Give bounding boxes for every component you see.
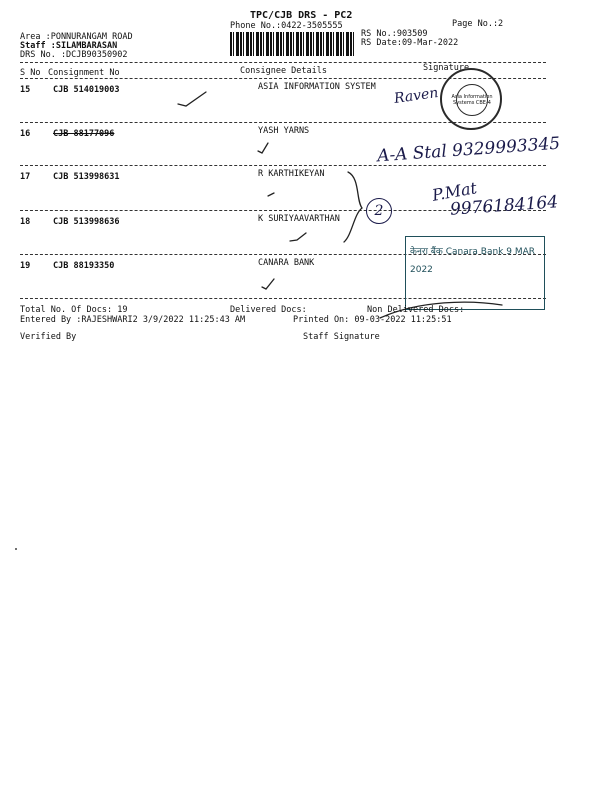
bank-seal-stamp — [405, 236, 545, 310]
total-docs: Total No. Of Docs: 19 — [20, 305, 128, 315]
row-consignee: ASIA INFORMATION SYSTEM — [258, 82, 376, 92]
page-number: Page No.:2 — [452, 19, 504, 29]
row-sno: 16 — [20, 129, 31, 139]
staff-signature: Staff Signature — [303, 332, 380, 342]
delivered-docs: Delivered Docs: — [230, 305, 307, 315]
tick-mark — [262, 279, 274, 289]
circled-number: 2 — [366, 198, 392, 224]
document-title: TPC/CJB DRS - PC2 — [250, 10, 353, 21]
row-consignment: CJB 514019003 — [53, 85, 120, 95]
col-sno: S No — [20, 68, 41, 78]
handwritten-note-row16: A-A Stal 9329993345 — [376, 133, 561, 167]
tick-mark — [258, 143, 268, 153]
row-consignee: CANARA BANK — [258, 258, 315, 268]
row-consignment: CJB 88177096 — [53, 129, 115, 139]
col-consignment: Consignment No — [48, 68, 120, 78]
col-consignee: Consignee Details — [240, 66, 327, 76]
signature-row18: P.Mat — [430, 178, 479, 205]
brace-mark — [344, 172, 362, 242]
phone-number: Phone No.:0422-3505555 — [230, 21, 343, 31]
rs-number: RS No.:903509 — [361, 29, 428, 39]
row-consignment: CJB 513998636 — [53, 217, 120, 227]
entered-by: Entered By :RAJESHWARI2 3/9/2022 11:25:43 AM — [20, 315, 246, 325]
row-consignee: YASH YARNS — [258, 126, 310, 136]
company-seal-stamp — [440, 68, 502, 130]
company-seal-text: Asia Information Systems CBE-4 — [451, 94, 493, 106]
row-sno: 18 — [20, 217, 31, 227]
row-consignment: CJB 88193350 — [53, 261, 115, 271]
col-signature: Signature — [423, 63, 470, 73]
tick-mark — [290, 233, 306, 241]
drs-number: DRS No. :DCJB90350902 — [20, 50, 128, 60]
tick-mark — [268, 193, 274, 196]
row-consignee: K SURIYAAVARTHAN — [258, 214, 340, 224]
bank-seal-text: केनरा बैंक Canara Bank 9 MAR 2022 — [410, 247, 536, 275]
non-delivered-docs: Non Delivered Docs: — [367, 305, 465, 315]
row-sno: 15 — [20, 85, 31, 95]
area-label: Area :PONNURANGAM ROAD — [20, 32, 133, 42]
staff-label: Staff :SILAMBARASAN — [20, 41, 118, 51]
rs-date: RS Date:09-Mar-2022 — [361, 38, 459, 48]
row-sno: 17 — [20, 172, 31, 182]
signature-row15: Raven — [393, 84, 440, 108]
scan-speck — [15, 548, 17, 550]
printed-on: Printed On: 09-03-2022 11:25:51 — [293, 315, 452, 325]
row-sno: 19 — [20, 261, 31, 271]
row-consignment: CJB 513998631 — [53, 172, 120, 182]
handwritten-phone-row18: 9976184164 — [449, 192, 559, 220]
row-consignee: R KARTHIKEYAN — [258, 169, 325, 179]
tick-mark — [178, 92, 206, 106]
verified-by: Verified By — [20, 332, 77, 342]
